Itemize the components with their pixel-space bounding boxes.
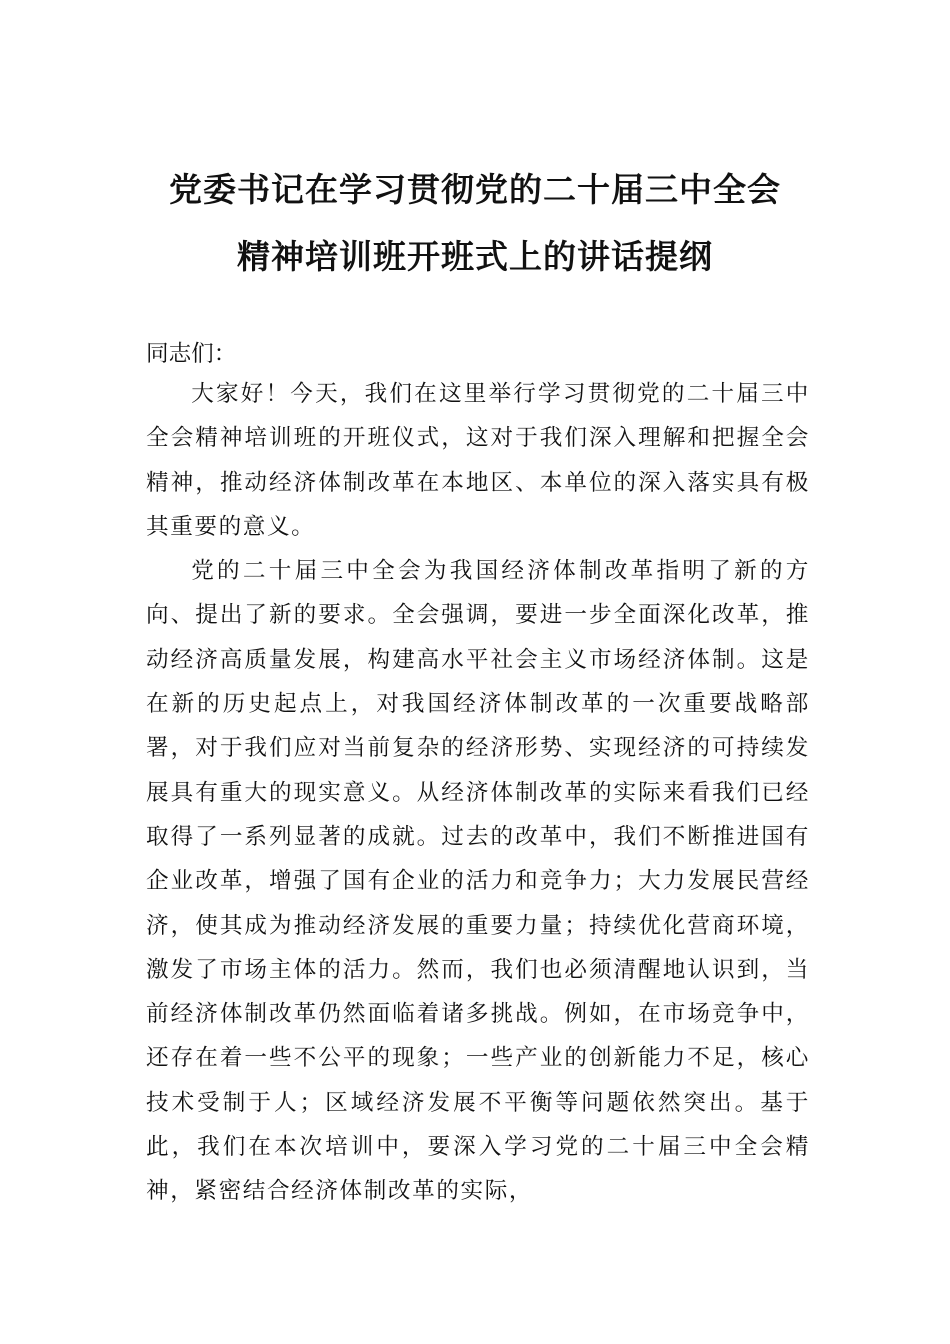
document-body <box>146 372 810 1214</box>
document-title-line-2: 精神培训班开班式上的讲话提纲 <box>237 237 713 276</box>
paragraph-1: 大家好！今天，我们在这里举行学习贯彻党的二十届三中全会精神培训班的开班仪式，这对于我们深入理解和把握全会精神，推动经济体制改革在本地区、本单位的深入落实具有极其重要的意义。 <box>146 381 810 540</box>
salutation: 同志们： <box>146 341 237 367</box>
document-title-line-1: 党委书记在学习贯彻党的二十届三中全会 <box>169 170 781 209</box>
paragraph-2: 党的二十届三中全会为我国经济体制改革指明了新的方向、提出了新的要求。全会强调，要进一步全面深化改革，推动经济高质量发展，构建高水平社会主义市场经济体制。这是在新的历史起点上，对我国经济体制改革的一次重要战略部署，对于我们应对当前复杂的经济形势、实现经济的可持续发展具有重大的现实意义。从经济体制改革的实际来看我们已经取得了一系列显著的成就。过去的改革中，我们不断推进国有企业改革，增强了国有企业的活力和竞争力；大力发展民营经济，使其成为推动经济发展的重要力量；持续优化营商环境，激发了市场主体的活力。然而，我们也必须清醒地认识到，当前经济体制改革仍然面临着诸多挑战。例如，在市场竞争中，还存在着一些不公平的现象；一些产业的创新能力不足，核心技术受制于人；区域经济发展不平衡等问题依然突出。基于此，我们在本次培训中，要深入学习党的二十届三中全会精神，紧密结合经济体制改革的实际， <box>146 558 810 1205</box>
